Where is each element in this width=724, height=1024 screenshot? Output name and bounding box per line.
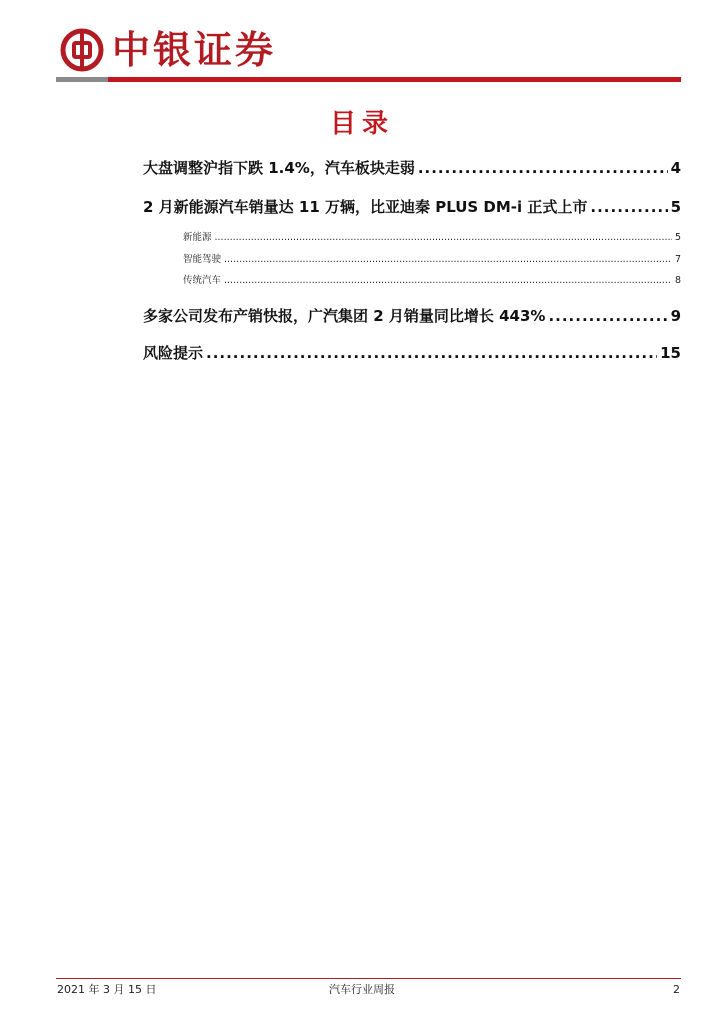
toc-leader-dots — [548, 305, 667, 327]
brand-name: 中银证券 — [112, 27, 277, 72]
toc-leader-dots — [224, 273, 672, 289]
footer-page-number: 2 — [673, 983, 680, 996]
toc-subentry-label: 新能源 — [183, 232, 212, 243]
toc-leader-dots — [418, 157, 668, 179]
toc-entry-label: 多家公司发布产销快报，广汽集团 2 月销量同比增长 443% — [143, 307, 546, 325]
toc-leader-dots — [206, 342, 657, 364]
toc-entry-page: 15 — [660, 344, 681, 362]
toc-subentry-page: 8 — [674, 275, 681, 286]
toc-entry[interactable] — [143, 196, 681, 218]
toc-subentry-page: 5 — [674, 232, 681, 243]
header-rule-red — [108, 77, 681, 82]
toc-entry-page: 4 — [670, 159, 681, 177]
footer-rule — [56, 978, 681, 979]
toc-entry-label: 风险提示 — [143, 344, 204, 362]
toc-entry[interactable] — [143, 342, 681, 364]
footer-date: 2021 年 3 月 15 日 — [57, 983, 157, 996]
toc-title: 目录 — [329, 109, 394, 139]
toc-leader-dots — [590, 196, 667, 218]
toc-leader-dots — [215, 230, 672, 246]
toc-subentry-page: 7 — [674, 254, 681, 265]
toc-subentry[interactable] — [183, 230, 681, 246]
footer-report-name: 汽车行业周报 — [329, 983, 395, 996]
header-rule-grey — [56, 77, 108, 82]
toc-subentry-label: 智能驾驶 — [183, 254, 222, 265]
toc-entry-page: 9 — [670, 307, 681, 325]
toc-subentry-label: 传统汽车 — [183, 275, 222, 286]
toc-subentry[interactable] — [183, 273, 681, 289]
toc-entry[interactable] — [143, 157, 681, 179]
toc-entry-label: 大盘调整沪指下跌 1.4%，汽车板块走弱 — [143, 159, 415, 177]
toc-entry-page: 5 — [670, 198, 681, 216]
bank-of-china-logo-icon — [60, 28, 104, 72]
toc-leader-dots — [224, 252, 672, 268]
toc-subentry[interactable] — [183, 252, 681, 268]
page-header — [0, 0, 724, 90]
toc-entry[interactable] — [143, 305, 681, 327]
toc-entry-label: 2 月新能源汽车销量达 11 万辆，比亚迪秦 PLUS DM-i 正式上市 — [143, 198, 588, 216]
